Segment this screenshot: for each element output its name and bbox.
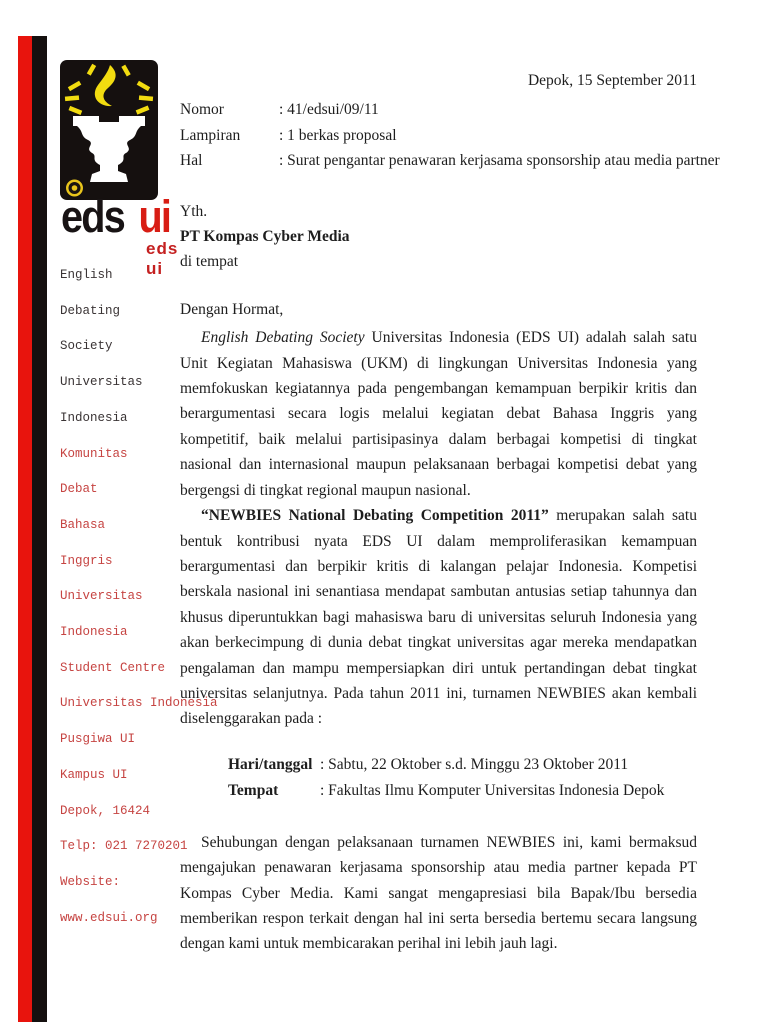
recipient-block	[180, 199, 697, 275]
letter-greeting: Dengan Hormat,	[180, 300, 284, 318]
meta-row-hal	[180, 148, 720, 173]
sidebar-word: Komunitas	[60, 446, 128, 461]
left-black-stripe	[32, 36, 47, 1022]
eds-ui-logo-graphic	[60, 60, 158, 200]
sidebar-word: Debating	[60, 303, 121, 318]
meta-value: : 1 berkas proposal	[279, 126, 397, 144]
event-schedule	[228, 752, 697, 804]
schedule-label: Tempat	[228, 781, 279, 799]
letter-date: Depok, 15 September 2011	[527, 72, 697, 89]
sidebar-word: Bahasa	[60, 517, 106, 532]
paragraph-intro-lead: English Debating Society	[201, 329, 365, 347]
sidebar-word: Universitas	[60, 375, 143, 390]
sidebar-word: Kampus UI	[60, 767, 128, 782]
schedule-value: : Sabtu, 22 Oktober s.d. Minggu 23 Oktober 2011	[320, 755, 629, 773]
meta-value: : Surat pengantar penawaran kerjasama sponsorship atau media partner	[279, 152, 720, 170]
sidebar-word: Telp: 021 7270201	[60, 839, 188, 854]
paragraph-intro	[180, 325, 697, 503]
paragraph-newbies-text: merupakan salah satu bentuk kontribusi nyata EDS UI dalam memproliferasikan kemampuan berargumentasi dan berpikir kritis di kalangan pelajar Indonesia. Kompetisi berskala nasional ini senantiasa mendapat sambutan antusias setiap tahunnya dan khusus diperuntukkan bagi mahasiswa baru di universitas seluruh Indonesia yang akan berkecimpung di dunia debat tingkat universitas agar mereka mendapatkan pengalaman dan mampu mempersiapkan diri untuk pertandingan debat tingkat universitas selanjutnya. Pada tahun 2011 ini, turnamen NEWBIES akan kembali diselenggarakan pada :	[180, 507, 697, 728]
meta-label: Hal	[180, 152, 203, 170]
paragraph-newbies-lead: “NEWBIES National Debating Competition 2011”	[201, 507, 549, 525]
sidebar-word: Pusgiwa UI	[60, 732, 136, 747]
logo-badge-text: eds ui	[146, 239, 179, 278]
meta-label: Lampiran	[180, 126, 241, 144]
sidebar-word: English	[60, 268, 113, 282]
meta-value: : 41/edsui/09/11	[279, 101, 379, 119]
vase-faces-icon	[77, 126, 141, 182]
left-red-stripe	[18, 36, 32, 1022]
flame-icon	[95, 65, 116, 106]
paragraph-closing: Sehubungan dengan pelaksanaan turnamen NEWBIES ini, kami bermaksud mengajukan penawaran kerjasama sponsorship atau media partner kepada PT Kompas Cyber Media. Kami sangat mengapresiasi bila Bapak/Ibu bersedia memberikan respon terkait dengan hal ini serta bersedia bertemu secara langsung dengan kami untuk membicarakan perihal ini lebih jauh lagi.	[180, 833, 697, 953]
recipient-address: di tempat	[180, 253, 239, 271]
sidebar-word: Debat	[60, 482, 98, 497]
recipient-salutation: Yth.	[180, 202, 208, 220]
sidebar-word: Universitas Indonesia	[60, 696, 218, 711]
schedule-label: Hari/tanggal	[228, 755, 313, 773]
letter-body	[180, 68, 720, 957]
meta-row-nomor	[180, 97, 697, 122]
sidebar-word: Depok, 16424	[60, 803, 151, 818]
paragraph-intro-text: Universitas Indonesia (EDS UI) adalah salah satu Unit Kegiatan Mahasiswa (UKM) di lingkungan Universitas Indonesia yang memfokuskan kegiatannya pada pengembangan kemampuan berpikir kritis dan berargumentasi secara logis melalui kegiatan debat Bahasa Inggris yang kompetitif, baik melalui partisipasinya dalam berbagai kompetisi di tingkat nasional dan internasional maupun pelaksanaan berbagai kompetisi debat yang bergengsi di tingkat regional maupun nasional.	[180, 329, 697, 499]
vase-rim	[73, 116, 145, 126]
schedule-row-place	[228, 778, 697, 804]
sidebar-word: Indonesia	[60, 410, 128, 425]
sidebar-word: Student Centre	[60, 660, 166, 675]
schedule-row-date	[228, 752, 697, 778]
schedule-value: : Fakultas Ilmu Komputer Universitas Indonesia Depok	[320, 781, 665, 799]
wordmark-eds: eds	[61, 191, 124, 242]
paragraph-newbies	[180, 503, 697, 732]
recipient-company: PT Kompas Cyber Media	[180, 228, 350, 246]
meta-row-lampiran	[180, 123, 697, 148]
letter-meta	[180, 97, 720, 173]
eds-ui-wordmark	[61, 191, 171, 242]
sidebar-word: Society	[60, 339, 113, 354]
sidebar-word: Universitas	[60, 589, 143, 604]
sidebar-word: Indonesia	[60, 625, 128, 640]
sidebar-word: Inggris	[60, 553, 113, 568]
sidebar-website-url: www.edsui.org	[60, 910, 158, 925]
wordmark-ui: ui	[138, 191, 171, 242]
meta-label: Nomor	[180, 101, 224, 119]
sidebar-word: Website:	[60, 874, 121, 889]
